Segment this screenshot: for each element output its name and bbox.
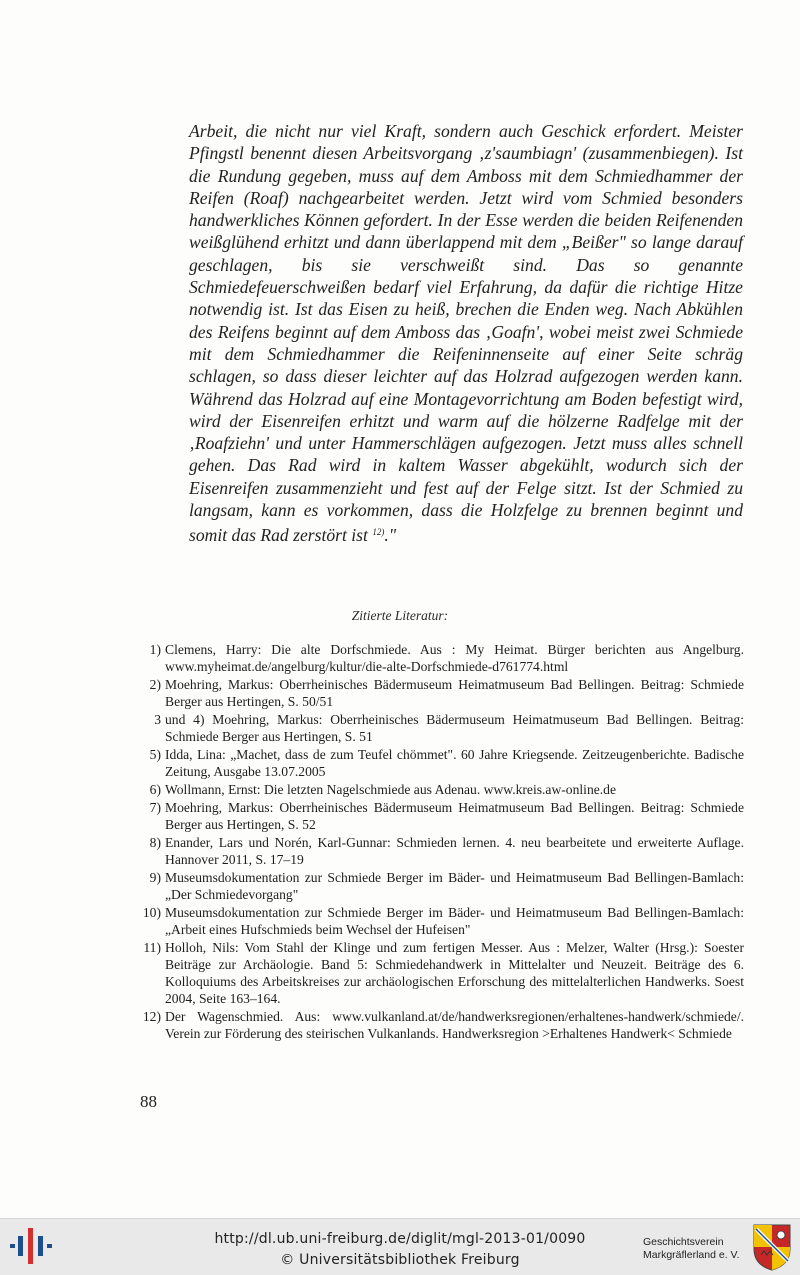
reference-number: 7) bbox=[149, 800, 161, 815]
reference-item bbox=[138, 939, 744, 1007]
publisher-name[interactable] bbox=[643, 1236, 753, 1262]
document-url-link[interactable]: http://dl.ub.uni-freiburg.de/diglit/mgl-2013-01/0090 bbox=[214, 1231, 586, 1247]
reference-text: Enander, Lars und Norén, Karl-Gunnar: Schmieden lernen. 4. neu bearbeitete und erweiterte Auflage. Hannover 2011, S. 17–19 bbox=[165, 835, 744, 867]
reference-item bbox=[138, 904, 744, 938]
reference-number: 10) bbox=[142, 905, 161, 920]
reference-item bbox=[138, 641, 744, 675]
reference-list bbox=[138, 641, 744, 1043]
page-number: 88 bbox=[140, 1092, 157, 1111]
reference-number: 9) bbox=[149, 870, 161, 885]
body-text-main: Arbeit, die nicht nur viel Kraft, sondern auch Geschick erfordert. Meister Pfingstl benennt diesen Arbeitsvorgang ‚z'saumbiagn' (zusammenbiegen). Ist die Rundung gegeben, muss auf dem Amboss mit dem Schmiedhammer der Reifen (Roaf) nachgearbeitet werden. Jetzt wird vom Schmied besonders handwerkliches Können gefordert. In der Esse werden die beiden Reifenenden weißglühend erhitzt und dann überlappend mit dem „Beißer" so lange darauf geschlagen, bis sie verschweißt sind. Das so genannte Schmiedefeuerschweißen bedarf viel Erfahrung, da dafür die richtige Hitze notwendig ist. Ist das Eisen zu heiß, brechen die Enden weg. Nach Abkühlen des Reifens beginnt auf dem Amboss das ‚Goafn', wobei meist zwei Schmiede mit dem Schmiedhammer die Reifeninnenseite auf einer Seite schräg schlagen, so dass dieser leichter auf das Holzrad aufgezogen werden kann. Während das Holzrad auf eine Montagevorrichtung am Boden befestigt wird, wird der Eisenreifen erhitzt und warm auf die hölzerne Radfelge mit der ‚Roafziehn' und unter Hammerschlägen aufgezogen. Jetzt muss alles schnell gehen. Das Rad wird in kaltem Wasser abgekühlt, wodurch sich der Eisenreifen zusammenzieht und fest auf der Felge sitzt. Ist der Schmied zu langsam, kann es vorkommen, dass die Holzfelge zu brennen beginnt und somit das Rad zerstört ist bbox=[189, 121, 743, 546]
reference-text: Holloh, Nils: Vom Stahl der Klinge und zum fertigen Messer. Aus : Melzer, Walter (Hrsg.): Soester Beiträge zur Archäologie. Band 5: Schmiedehandwerk in Mittelalter und Neuzeit. Beiträge des 6. Kolloquiums des Arbeitskreises zur archäologischen Erforschung des mittelalterlichen Handwerks. Soest 2004, Seite 163–164. bbox=[165, 940, 744, 1006]
reference-number: 2) bbox=[149, 677, 161, 692]
reference-number: 12) bbox=[142, 1009, 161, 1024]
coat-of-arms-icon[interactable] bbox=[752, 1223, 792, 1271]
reference-item bbox=[138, 746, 744, 780]
reference-text: Moehring, Markus: Oberrheinisches Bädermuseum Heimatmuseum Bad Bellingen. Beitrag: Schmiede Berger aus Hertingen, S. 50/51 bbox=[165, 677, 744, 709]
reference-item bbox=[138, 869, 744, 903]
publisher-name-line2: Markgräflerland e. V. bbox=[643, 1249, 740, 1261]
body-paragraph bbox=[189, 120, 743, 547]
reference-item bbox=[138, 799, 744, 833]
reference-text: Museumsdokumentation zur Schmiede Berger im Bäder- und Heimatmuseum Bad Bellingen-Bamlach: „Der Schmiedevorgang" bbox=[165, 870, 744, 902]
publisher-name-line1: Geschichtsverein bbox=[643, 1236, 724, 1248]
body-text-closing: ." bbox=[384, 525, 397, 546]
reference-item bbox=[138, 1008, 744, 1042]
literature-heading: Zitierte Literatur: bbox=[351, 608, 449, 623]
reference-number: 11) bbox=[143, 940, 161, 955]
reference-item bbox=[138, 834, 744, 868]
reference-text: Museumsdokumentation zur Schmiede Berger im Bäder- und Heimatmuseum Bad Bellingen-Bamlach: „Arbeit eines Hufschmieds beim Wechsel der Hufeisen" bbox=[165, 905, 744, 937]
reference-number: 5) bbox=[149, 747, 161, 762]
reference-text: Clemens, Harry: Die alte Dorfschmiede. Aus : My Heimat. Bürger berichten aus Angelburg. www.myheimat.de/angelburg/kultur/die-alte-Dorfschmiede-d761774.html bbox=[165, 642, 744, 674]
reference-number: 3 bbox=[154, 712, 161, 727]
reference-item bbox=[138, 781, 744, 798]
reference-text: und 4) Moehring, Markus: Oberrheinisches Bädermuseum Heimatmuseum Bad Bellingen. Beitrag: Schmiede Berger aus Hertingen, S. 51 bbox=[165, 712, 744, 744]
reference-number: 8) bbox=[149, 835, 161, 850]
reference-item bbox=[138, 711, 744, 745]
reference-number: 1) bbox=[149, 642, 161, 657]
reference-text: Moehring, Markus: Oberrheinisches Bädermuseum Heimatmuseum Bad Bellingen. Beitrag: Schmiede Berger aus Hertingen, S. 52 bbox=[165, 800, 744, 832]
reference-text: Wollmann, Ernst: Die letzten Nagelschmiede aus Adenau. www.kreis.aw-online.de bbox=[165, 782, 617, 797]
footnote-reference: 12) bbox=[372, 527, 385, 538]
copyright-notice: © Universitätsbibliothek Freiburg bbox=[280, 1252, 520, 1268]
reference-text: Der Wagenschmied. Aus: www.vulkanland.at/de/handwerksregionen/erhaltenes-handwerk/schmiede/. Verein zur Förderung des steirischen Vulkanlands. Handwerksregion >Erhaltenes Handwerk< Schmiede bbox=[165, 1009, 744, 1041]
viewer-footer bbox=[0, 1218, 800, 1275]
reference-number: 6) bbox=[149, 782, 161, 797]
reference-item bbox=[138, 676, 744, 710]
reference-text: Idda, Lina: „Machet, dass de zum Teufel chömmet". 60 Jahre Kriegsende. Zeitzeugenberichte. Badische Zeitung, Ausgabe 13.07.2005 bbox=[165, 747, 744, 779]
